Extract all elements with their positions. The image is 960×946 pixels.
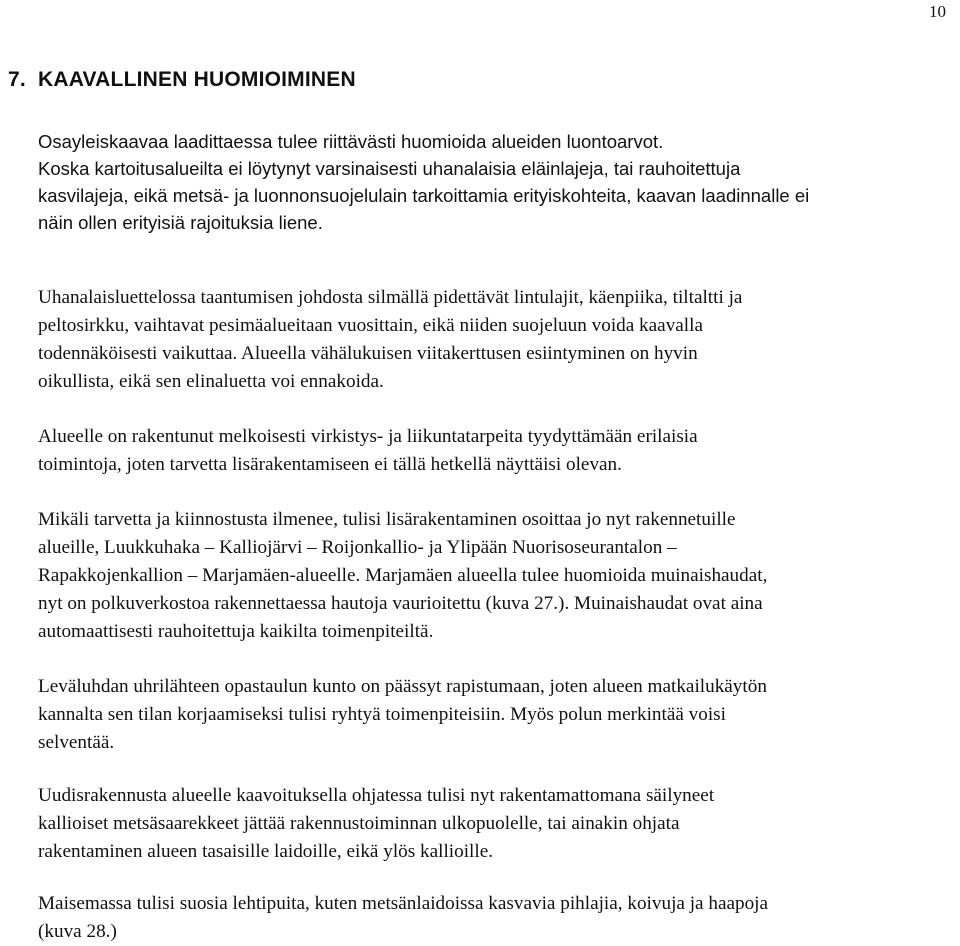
paragraph-birds: Uhanalaisluettelossa taantumisen johdosta silmällä pidettävät lintulajit, käenpiika, tiltaltti ja peltosirkku, vaihtavat pesimäalueitaan vuosittain, eikä niiden suojeluun voida kaavalla todennäköisesti vaikuttaa. Alueella vähälukuisen viitakerttusen esiintyminen on hyvin oikullista, eikä sen elinaluetta voi ennakoida. — [38, 287, 743, 392]
paragraph-intro: Osayleiskaavaa laadittaessa tulee riittävästi huomioida alueiden luontoarvot. Koska kartoitusalueilta ei löytynyt varsinaisesti uhanalaisia eläinlajeja, tai rauhoitettuja kasvilajeja, eikä metsä- ja luonnonsuojelulain tarkoittamia erityiskohteita, kaavan laadinnalle ei näin ollen erityisiä rajoituksia liene. — [38, 131, 810, 233]
section-title: KAAVALLINEN HUOMIOIMINEN — [38, 68, 356, 91]
paragraph-landscape: Maisemassa tulisi suosia lehtipuita, kuten metsänlaidoissa kasvavia pihlajia, koivuja ja haapoja (kuva 28.) — [38, 893, 769, 942]
section-number: 7. — [8, 68, 26, 91]
page-number: 10 — [929, 2, 946, 21]
paragraph-additional-construction: Mikäli tarvetta ja kiinnostusta ilmenee, tulisi lisärakentaminen osoittaa jo nyt rakennetuille alueille, Luukkuhaka – Kalliojärvi – Roijonkallio- ja Ylipään Nuorisoseurantalon – Rapakkojenkallion – Marjamäen-alueelle. Marjamäen alueella tulee huomioida muinaishaudat, nyt on polkuverkostoa rakennettaessa hautoja vaurioitettu (kuva 27.). Muinaishaudat ovat aina automaattisesti rauhoitettuja kaikilta toimenpiteiltä. — [38, 509, 768, 642]
section-heading — [8, 68, 356, 92]
paragraph-recreation: Alueelle on rakentunut melkoisesti virkistys- ja liikuntatarpeita tyydyttämään erilaisia toimintoja, joten tarvetta lisärakentamiseen ei tällä hetkellä näyttäisi olevan. — [38, 426, 698, 475]
paragraph-levaluhta-sign: Leväluhdan uhrilähteen opastaulun kunto on päässyt rapistumaan, joten alueen matkailukäytön kannalta sen tilan korjaamiseksi tulisi ryhtyä toimenpiteisiin. Myös polun merkintää voisi selventää. — [38, 676, 767, 753]
paragraph-new-construction: Uudisrakennusta alueelle kaavoituksella ohjatessa tulisi nyt rakentamattomana säilyneet kallioiset metsäsaarekkeet jättää rakennustoiminnan ulkopuolelle, tai ainakin ohjata rakentaminen alueen tasaisille laidoille, eikä ylös kallioille. — [38, 785, 715, 862]
